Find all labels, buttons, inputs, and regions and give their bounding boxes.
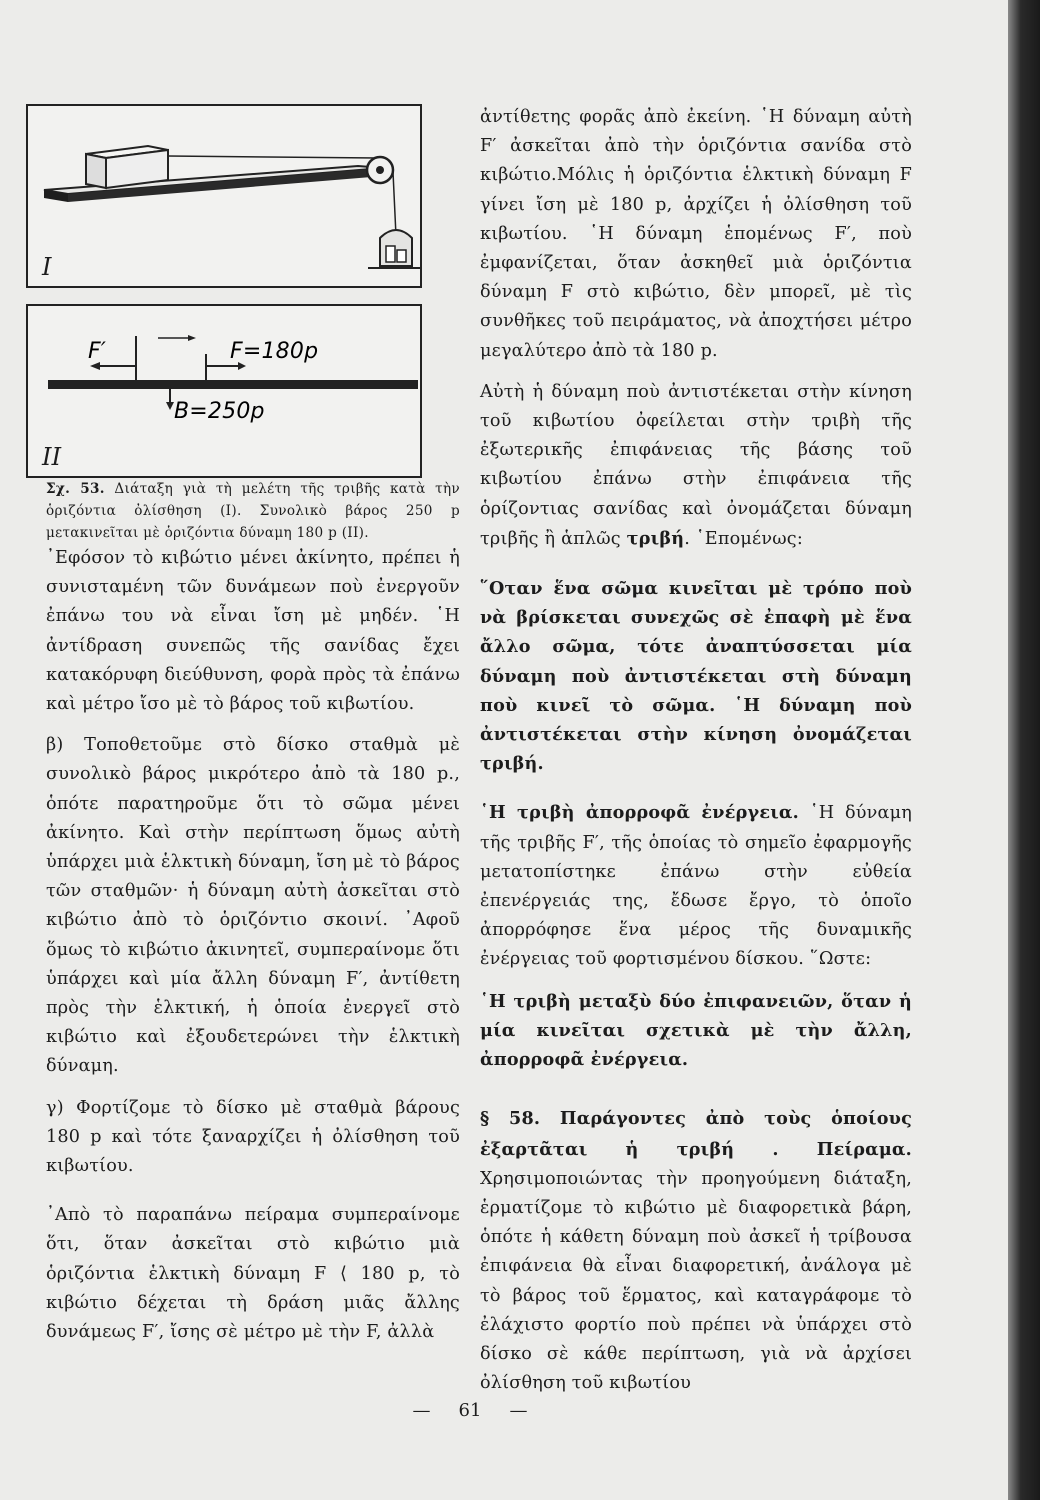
panel-1-label: I: [42, 252, 52, 281]
figure-panel-2: [26, 304, 422, 478]
right-column: [480, 103, 912, 1398]
weight-1: [386, 246, 395, 262]
figure-caption: [46, 478, 460, 544]
left-paragraph-1: ᾿Εφόσον τὸ κιβώτιο μένει ἀκίνητο, πρέπει ἡ συνισταμένη τῶν δυνάμεων ποὺ ἐνεργοῦν ἐπάνω του νὰ εἶναι ἴση μὲ μηδέν. ῾Η ἀντίδραση συνεπῶς τῆς σανίδας ἔχει κατακόρυφη διεύθυνση, φορὰ πρὸς τὰ ἐπάνω καὶ μέτρο ἴσο μὲ τὸ βάρος τοῦ κιβωτίου.: [46, 548, 460, 715]
section-58: [480, 1104, 912, 1398]
caption-number: Σχ. 53.: [46, 481, 105, 497]
left-column: [42, 104, 460, 1347]
box-side: [86, 154, 106, 188]
p2-end: . ῾Επομένως:: [684, 528, 803, 549]
panel-2-label: II: [42, 442, 62, 471]
weight-2: [397, 250, 406, 262]
right-paragraph-1: ἀντίθετης φορᾶς ἀπὸ ἐκείνη. ῾Η δύναμη αὐτὴ F′ ἀσκεῖται ἀπὸ τὴν ὁριζόντια σανίδα στὸ κιβώτιο.Μόλις ἡ ὁριζόντια ἑλκτικὴ δύναμη F γίνει ἴση μὲ 180 p, ἀρχίζει ἡ ὀλίσθηση τοῦ κιβωτίου. ῾Η δύναμη ἑπομένως F′, ποὺ ἐμφανίζεται, ὅταν ἀσκηθεῖ μιὰ ὁριζόντια δύναμη F στὸ κιβώτιο, δὲν μπορεῖ, μὲ τὶς συνθῆκες τοῦ πειράματος, νὰ ἀποχτήσει μέτρο μεγαλύτερο ἀπὸ τὰ 180 p.: [480, 107, 912, 361]
p2-term: τριβή: [626, 527, 685, 549]
p4-heading: ῾Η τριβὴ ἀπορροφᾶ ἐνέργεια.: [480, 802, 799, 824]
page-number-value: 61: [458, 1400, 482, 1421]
surface-bar: [48, 380, 418, 389]
section-58-text: Χρησιμοποιώντας τὴν προηγούμενη διάταξη, ἑρματίζομε τὸ κιβώτιο μὲ διαφορετικὰ βάρη, ὁπότε ἡ κάθετη δύναμη ποὺ ἀσκεῖ ἡ τρίβουσα ἐπιφάνεια θὰ εἶναι διαφορετική, ἀνάλογα μὲ τὸ βάρος τοῦ ἕρματος, καὶ καταγράφομε τὸ ἐλάχιστο φορτίο ποὺ πρέπει νὰ ὑπάρχει στὸ δίσκο σὲ κάθε περίπτωση, γιὰ νὰ ἀρχίσει ὀλίσθηση τοῦ κιβωτίου: [480, 1168, 912, 1394]
apparatus-diagram: [28, 106, 420, 286]
left-paragraph-4: ᾿Απὸ τὸ παραπάνω πείραμα συμπεραίνομε ὅτι, ὅταν ἀσκεῖται στὸ κιβώτιο μιὰ ὁριζόντια ἑλκτικὴ δύναμη F ⟨ 180 p, τὸ κιβώτιο δέχεται τὴ δράση μιᾶς ἄλλης δυνάμεως F′, ἴσης σὲ μέτρο μὲ τὴν F, ἀλλὰ: [46, 1205, 460, 1343]
p2-text: Αὐτὴ ἡ δύναμη ποὺ ἀντιστέκεται στὴν κίνηση τοῦ κιβωτίου ὀφείλεται στὴν τριβὴ τῆς ἐξωτερικῆς ἐπιφάνειας τῆς βάσης τοῦ κιβωτίου ἐπάνω στὴν ἐπιφάνεια τῆς ὁρίζοντιας σανίδας καὶ ὀνομάζεται δύναμη τριβῆς ἢ ἁπλῶς: [480, 381, 912, 549]
right-paragraph-4: [480, 798, 912, 974]
page-number: [0, 1400, 940, 1421]
weight-pan: [380, 230, 412, 266]
definition-friction: ῞Οταν ἕνα σῶμα κινεῖται μὲ τρόπο ποὺ νὰ βρίσκεται συνεχῶς σὲ ἐπαφὴ μὲ ἕνα ἄλλο σῶμα, τότε ἀναπτύσσεται μία δύναμη ποὺ ἀντιστέκεται στὴ δύναμη ποὺ κινεῖ τὸ σῶμα. ῾Η δύναμη ποὺ ἀντιστέκεται στὴν κίνηση ὀνομάζεται τριβή.: [480, 578, 912, 775]
left-paragraph-2: β) Τοποθετοῦμε στὸ δίσκο σταθμὰ μὲ συνολικὸ βάρος μικρότερο ἀπὸ τὰ 180 p., ὁπότε παρατηροῦμε ὅτι τὸ σῶμα μένει ἀκίνητο. Καὶ στὴν περίπτωση ὅμως αὐτὴ ὑπάρχει μιὰ ἑλκτικὴ δύναμη, ἴση μὲ τὸ βάρος τῶν σταθμῶν· ἡ δύναμη αὐτὴ ἀσκεῖται στὸ κιβώτιο ἀπὸ τὸ ὁριζόντιο σκοινί. ᾿Αφοῦ ὅμως τὸ κιβώτιο ἀκινητεῖ, συμπεραίνομε ὅτι ὑπάρχει καὶ μία ἄλλη δύναμη F′, ἀντίθετη πρὸς τὴν ἑλκτική, ἡ ὁποία ἐνεργεῖ στὸ κιβώτιο καὶ ἐξουδετερώνει τὴν ἑλκτικὴ δύναμη.: [46, 735, 460, 1077]
dash-left: —: [412, 1400, 431, 1421]
string-horizontal: [168, 156, 378, 158]
pulley-axle: [376, 166, 384, 174]
label-b: B=250p: [174, 399, 265, 424]
weight-arrowhead: [166, 402, 174, 410]
dash-right: —: [509, 1400, 528, 1421]
right-paragraph-2: [480, 378, 912, 554]
p4-text: ῾Η δύναμη τῆς τριβῆς F′, τῆς ὁποίας τὸ σημεῖο ἐφαρμογῆς μετατοπίστηκε ἐπάνω στὴν εὐθεία ἐπενέργειάς της, ἔδωσε ἔργο, τὸ ὁποῖο ἀπορρόφησε ἕνα μέρος τῆς δυναμικῆς ἐνέργειας τοῦ φορτισμένου δίσκου. ῞Ωστε:: [480, 803, 912, 970]
figure-panel-1: [26, 104, 422, 288]
label-f: F=180p: [230, 339, 319, 364]
section-58-heading: § 58. Παράγοντες ἀπὸ τοὺς ὁποίους ἐξαρτᾶται ἡ τριβή . Πείραμα.: [480, 1108, 912, 1160]
force-diagram: [28, 306, 420, 476]
label-f-prime: F′: [88, 339, 107, 364]
page-edge-shadow: [1008, 0, 1040, 1500]
conclusion-energy: ῾Η τριβὴ μεταξὺ δύο ἐπιφανειῶν, ὅταν ἡ μία κινεῖται σχετικὰ μὲ τὴν ἄλλη, ἀπορροφᾶ ἐνέργεια.: [480, 990, 912, 1071]
caption-text: Διάταξη γιὰ τὴ μελέτη τῆς τριβῆς κατὰ τὴν ὁριζόντια ὀλίσθηση (I). Συνολικὸ βάρος 250 p μετακινεῖται μὲ ὁριζόντια δύναμη 180 p (II).: [46, 481, 460, 541]
motion-arrowhead: [188, 335, 196, 341]
string-vertical: [393, 172, 396, 236]
left-paragraph-3: γ) Φορτίζομε τὸ δίσκο μὲ σταθμὰ βάρους 180 p καὶ τότε ξαναρχίζει ἡ ὀλίσθηση τοῦ κιβωτίου.: [46, 1097, 460, 1177]
